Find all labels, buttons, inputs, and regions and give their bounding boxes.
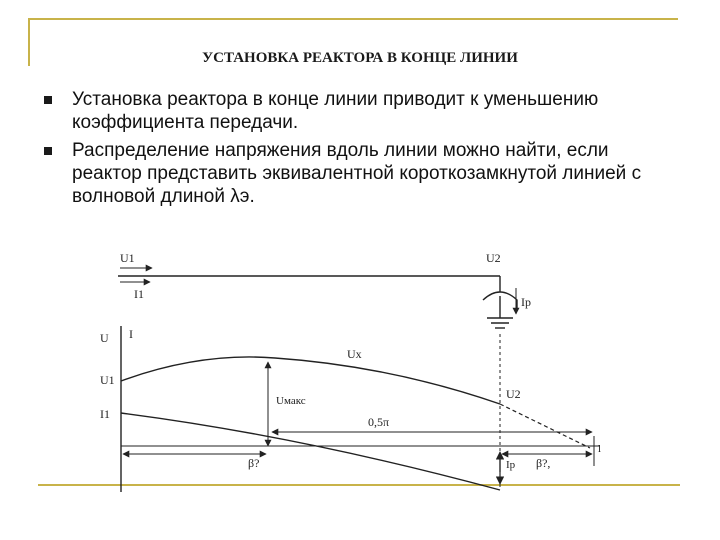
i1-axis-label: I1 [100,407,110,421]
slide-title: УСТАНОВКА РЕАКТОРА В КОНЦЕ ЛИНИИ [202,50,518,66]
half-pi-label: 0,5π [368,415,390,429]
bullet-text: Установка реактора в конце линии приводит к уменьшению коэффициента передачи. [72,89,599,133]
beta-right-label: β?, [536,456,551,470]
axis-i-label: I [129,327,133,341]
u1-top-label: U1 [120,251,135,265]
ip-top-label: Ip [521,295,531,309]
u1-axis-label: U1 [100,373,115,387]
beta-left-label: β? [248,456,260,470]
ux-label: Ux [347,347,362,361]
current-curve [121,413,500,490]
bullet-text: Распределение напряжения вдоль линии можно найти, если реактор представить эквивалентной короткозамкнутой линией с волновой длиной λэ. [72,140,642,207]
voltage-curve-extension [500,404,590,448]
voltage-curve [121,357,500,404]
right-mark-label: l [598,443,602,455]
axis-u-label: U [100,331,109,345]
umax-label: Uмакс [276,395,306,407]
ip-bottom-label: Ip [506,459,516,471]
i1-top-label: I1 [134,287,144,301]
u2-curve-label: U2 [506,387,521,401]
u2-top-label: U2 [486,251,501,265]
